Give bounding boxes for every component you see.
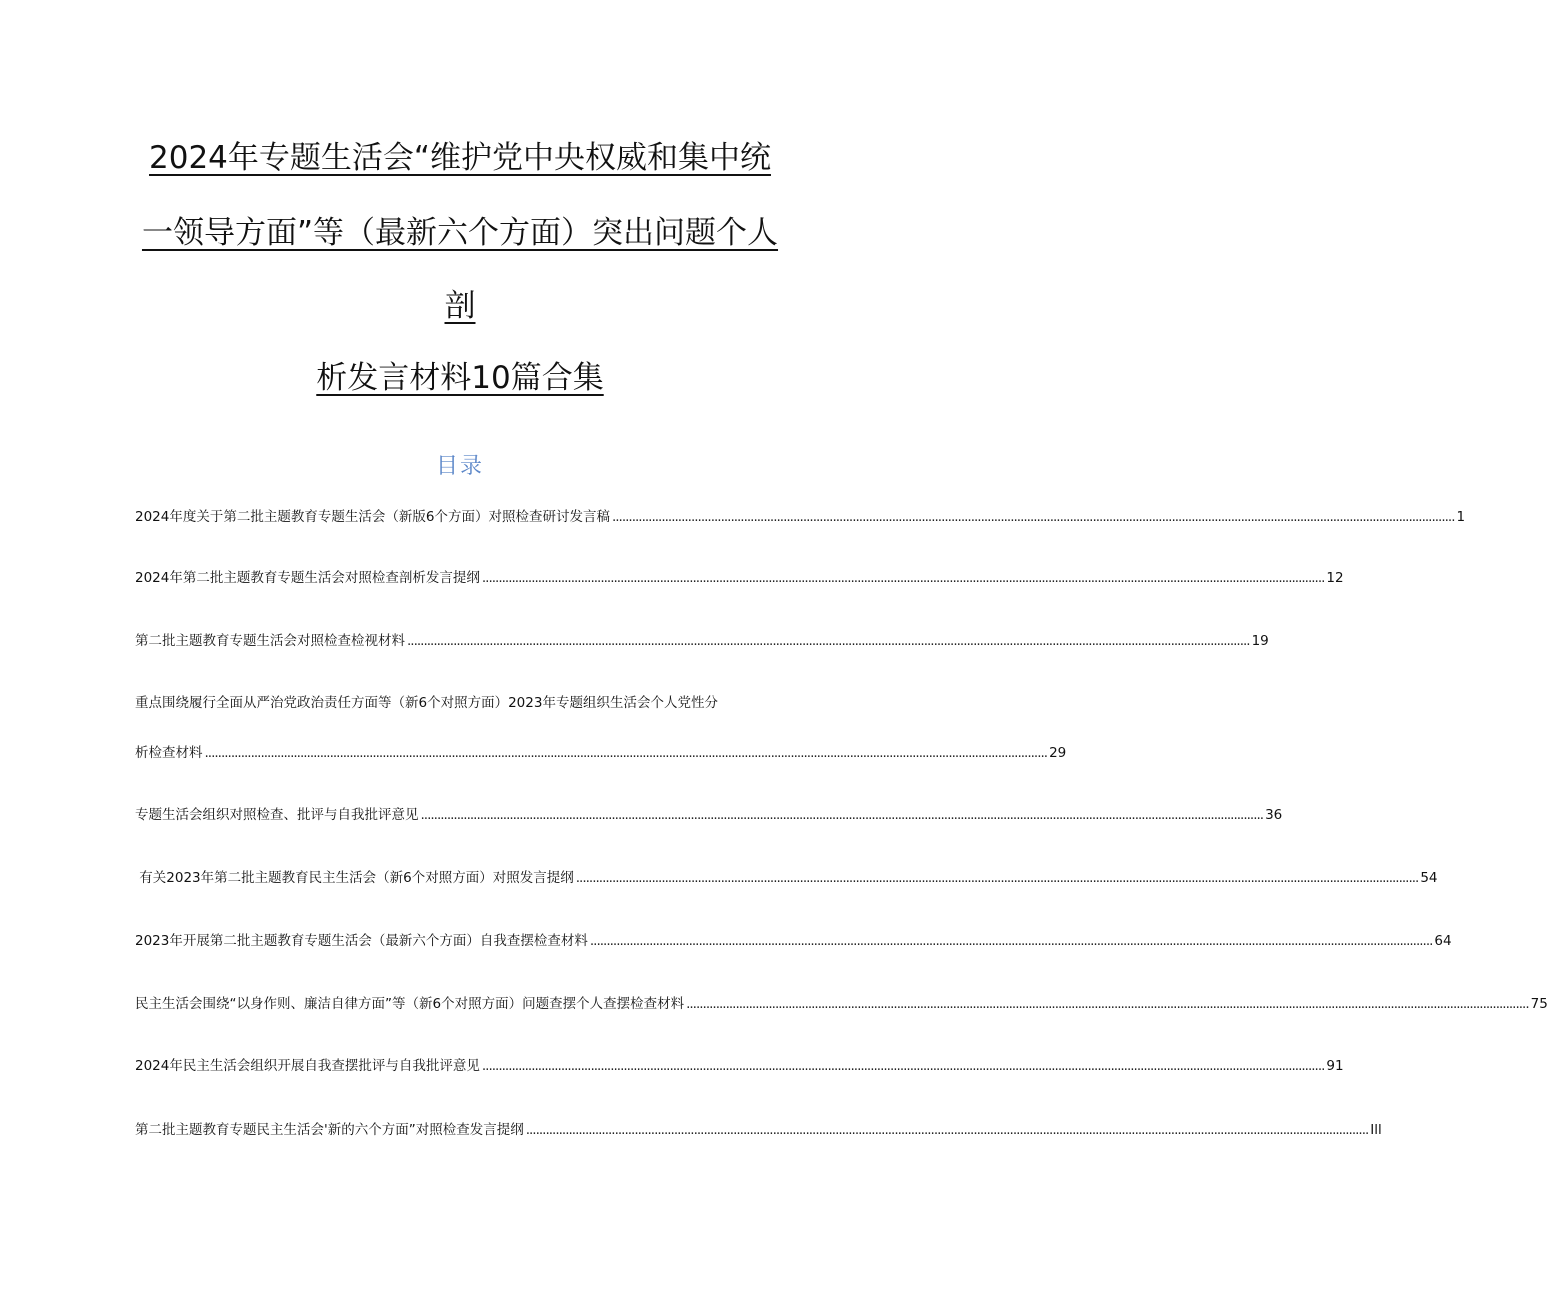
leader-dots bbox=[686, 994, 1529, 1014]
toc-entry-page: 29 bbox=[1049, 745, 1067, 761]
toc-entry-page: 36 bbox=[1265, 807, 1283, 823]
leader-dots bbox=[612, 507, 1455, 527]
leader-dots bbox=[482, 568, 1325, 588]
toc-entry[interactable] bbox=[135, 507, 1466, 527]
title-line-3: 剖 bbox=[444, 288, 476, 324]
toc-heading: 目录 bbox=[435, 454, 484, 479]
toc-entry-text: 2023年开展第二批主题教育专题生活会（最新六个方面）自我查摆检查材料 bbox=[135, 933, 588, 949]
toc-entry-page: 91 bbox=[1326, 1058, 1344, 1074]
toc-entry-text: 民主生活会围绕“以身作则、廉洁自律方面”等（新6个对照方面）问题查摆个人查摆检查材料 bbox=[135, 996, 685, 1012]
toc-entry-text: 有关2023年第二批主题教育民主生活会（新6个对照方面）对照发言提纲 bbox=[135, 870, 574, 886]
toc-entry-text: 2024年第二批主题教育专题生活会对照检查剖析发言提纲 bbox=[135, 570, 480, 586]
toc-entry-page: 75 bbox=[1530, 996, 1548, 1012]
toc-entry-text: 2024年民主生活会组织开展自我查摆批评与自我批评意见 bbox=[135, 1058, 480, 1074]
title-line-2: 一领导方面”等（最新六个方面）突出问题个人 bbox=[141, 215, 779, 251]
toc-entry[interactable] bbox=[135, 994, 1548, 1014]
toc-entry-page: 1 bbox=[1456, 509, 1466, 525]
leader-dots bbox=[576, 868, 1419, 888]
toc-entry[interactable] bbox=[135, 1120, 1382, 1140]
toc-entry-text: 第二批主题教育专题生活会对照检查检视材料 bbox=[135, 633, 405, 649]
toc-entry[interactable] bbox=[135, 631, 1269, 651]
title-line-4: 析发言材料10篇合集 bbox=[316, 360, 604, 396]
toc-entry-text: 第二批主题教育专题民主生活会'新的六个方面”对照检查发言提纲 bbox=[135, 1122, 524, 1138]
toc-entry-page: 64 bbox=[1434, 933, 1452, 949]
leader-dots bbox=[590, 931, 1433, 951]
leader-dots bbox=[526, 1120, 1369, 1140]
toc-entry-text-line1: 重点围绕履行全面从严治党政治责任方面等（新6个对照方面）2023年专题组织生活会个人党性分 bbox=[135, 695, 718, 711]
toc-entry[interactable] bbox=[135, 805, 1283, 825]
toc-entry-page: 12 bbox=[1326, 570, 1344, 586]
leader-dots bbox=[482, 1056, 1325, 1076]
toc-entry-page: 19 bbox=[1251, 633, 1269, 649]
toc-entry[interactable] bbox=[135, 931, 1452, 951]
toc-entry-page: Ill bbox=[1370, 1122, 1382, 1138]
toc-entry[interactable] bbox=[135, 1056, 1344, 1076]
title-line-1: 2024年专题生活会“维护党中央权威和集中统 bbox=[149, 140, 771, 176]
toc-entry[interactable] bbox=[135, 568, 1344, 588]
toc-entry[interactable] bbox=[135, 693, 1067, 763]
leader-dots bbox=[407, 631, 1250, 651]
toc-entry-page: 54 bbox=[1420, 870, 1438, 886]
toc-entry-text: 2024年度关于第二批主题教育专题生活会（新版6个方面）对照检查研讨发言稿 bbox=[135, 509, 610, 525]
toc-entry-text: 专题生活会组织对照检查、批评与自我批评意见 bbox=[135, 807, 419, 823]
leader-dots bbox=[205, 743, 1048, 763]
toc-entry-text: 析检查材料 bbox=[135, 745, 203, 761]
toc-entry[interactable] bbox=[135, 868, 1438, 888]
leader-dots bbox=[421, 805, 1264, 825]
